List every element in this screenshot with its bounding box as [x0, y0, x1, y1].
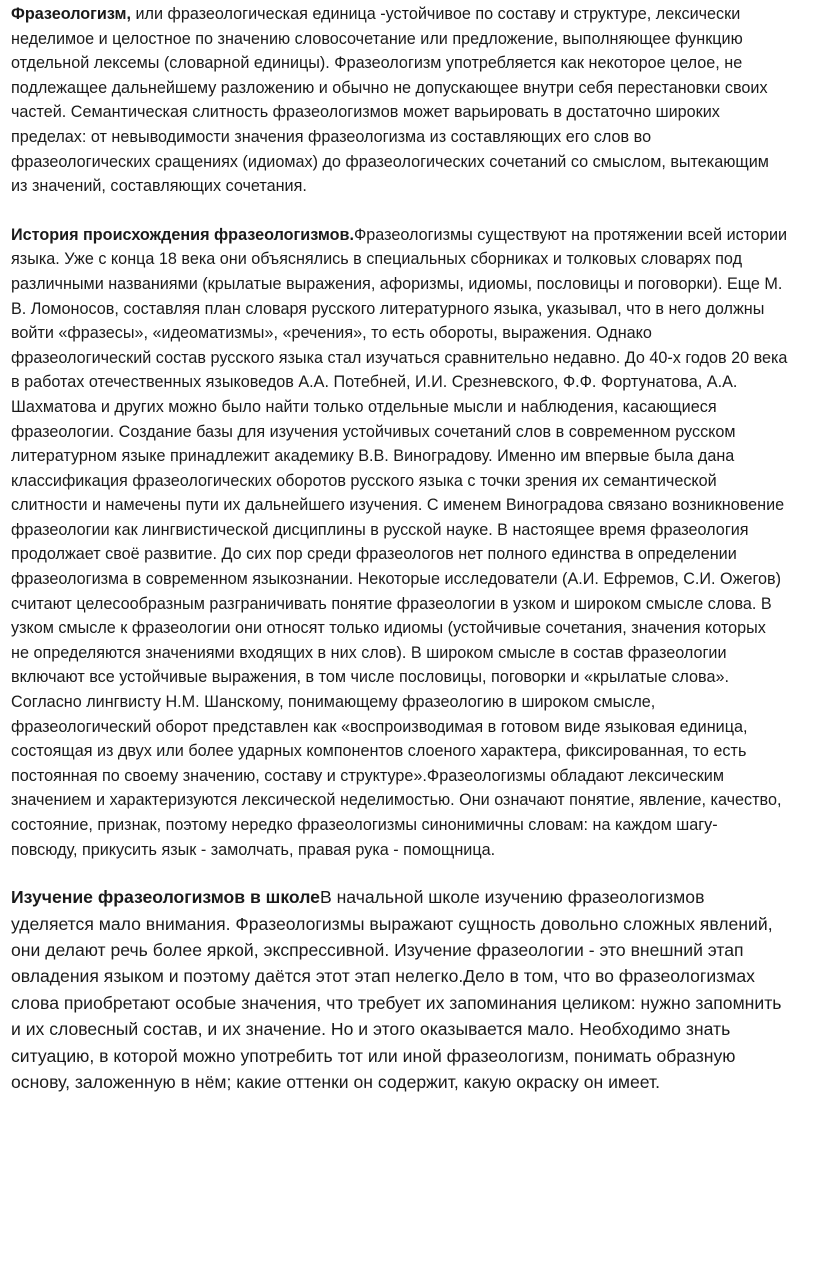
paragraph-history	[11, 223, 788, 862]
paragraph-definition-text: или фразеологическая единица -устойчивое по составу и структуре, лексически неделимое и целостное по значению словосочетание или предложение, выполняющее функцию отдельной лексемы (словарной единицы). Фразеологизм употребляется как некоторое целое, не подлежащее дальнейшему разложению и обычно не допускающее внутри себя перестановки своих частей. Семантическая слитность фразеологизмов может варьировать в достаточно широких пределах: от невыводимости значения фразеологизма из составляющих его слов во фразеологических сращениях (идиомах) до фразеологических сочетаний со смыслом, вытекающим из значений, составляющих сочетания.	[11, 5, 769, 196]
paragraph-school	[11, 884, 788, 1095]
heading-history: История происхождения фразеологизмов.	[11, 225, 354, 244]
heading-phraseologism: Фразеологизм,	[11, 5, 131, 23]
paragraph-history-text: Фразеологизмы существуют на протяжении всей истории языка. Уже с конца 18 века они объяснялись в специальных сборниках и толковых словарях под различными названиями (крылатые выражения, афоризмы, идиомы, пословицы и поговорки). Еще М. В. Ломоносов, составляя план словаря русского литературного языка, указывал, что в него должны войти «фразесы», «идеоматизмы», «речения», то есть обороты, выражения. Однако фразеологический состав русского языка стал изучаться сравнительно недавно. До 40-х годов 20 века в работах отечественных языковедов А.А. Потебней, И.И. Срезневского, Ф.Ф. Фортунатова, А.А. Шахматова и других можно было найти только отдельные мысли и наблюдения, касающиеся фразеологии. Создание базы для изучения устойчивых сочетаний слов в современном русском литературном языке принадлежит академику В.В. Виноградову. Именно им впервые была дана классификация фразеологических оборотов русского языка с точки зрения их семантической слитности и намечены пути их дальнейшего изучения. С именем Виноградова связано возникновение фразеологии как лингвистической дисциплины в русской науке. В настоящее время фразеология продолжает своё развитие. До сих пор среди фразеологов нет полного единства в определении фразеологизма в современном языкознании. Некоторые исследователи (А.И. Ефремов, С.И. Ожегов) считают целесообразным разграничивать понятие фразеологии в узком и широком смысле слова. В узком смысле к фразеологии они относят только идиомы (устойчивые сочетания, значения которых не определяются значениями входящих в них слов). В широком смысле в состав фразеологии включают все устойчивые выражения, в том числе пословицы, поговорки и «крылатые слова». Согласно лингвисту Н.М. Шанскому, понимающему фразеологию в широком смысле, фразеологический оборот представлен как «воспроизводимая в готовом виде языковая единица, состоящая из двух или более ударных компонентов слоеного характера, фиксированная, то есть постоянная по своему значению, составу и структуре».Фразеологизмы обладают лексическим значением и характеризуются лексической неделимостью. Они означают понятие, явление, качество, состояние, признак, поэтому нередко фразеологизмы синонимичны словам: на каждом шагу- повсюду, прикусить язык - замолчать, правая рука - помощница.	[11, 225, 788, 859]
heading-school: Изучение фразеологизмов в школе	[11, 887, 320, 908]
paragraph-definition	[11, 2, 788, 199]
paragraph-school-text: В начальной школе изучению фразеологизмов уделяется мало внимания. Фразеологизмы выражают сущность довольно сложных явлений, они делают речь более яркой, экспрессивной. Изучение фразеологии - это внешний этап овладения языком и поэтому даётся этот этап нелегко.Дело в том, что во фразеологизмах слова приобретают особые значения, что требует их запоминания целиком: нужно запомнить и их словесный состав, и их значение. Но и этого оказывается мало. Необходимо знать ситуацию, в которой можно употребить тот или иной фразеологизм, понимать образную основу, заложенную в нём; какие оттенки он содержит, какую окраску он имеет.	[11, 887, 782, 1093]
